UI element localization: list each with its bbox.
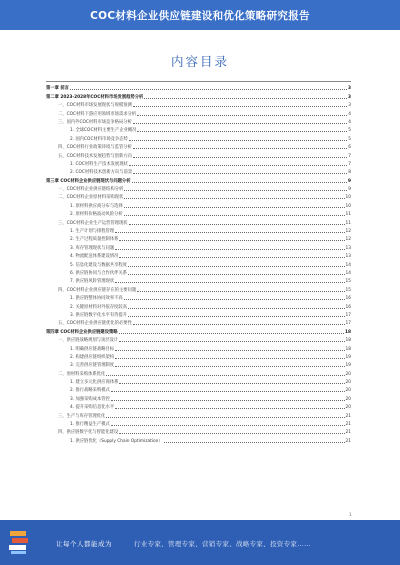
toc-entry[interactable]: [46, 117, 351, 125]
toc-leader-dots: [115, 350, 344, 351]
toc-chapter-entry[interactable]: [46, 326, 351, 334]
toc-entry-page: 9: [348, 187, 351, 193]
toc-leader-dots: [124, 299, 345, 300]
toc-entry-page: 18: [345, 338, 351, 344]
toc-entry[interactable]: [46, 385, 351, 393]
toc-entry-label: 三、生产与库存管理优化: [58, 413, 106, 419]
toc-entry-page: 20: [345, 405, 351, 411]
toc-entry-page: 19: [345, 354, 351, 360]
toc-entry-page: 14: [345, 270, 351, 276]
toc-entry[interactable]: [46, 259, 351, 267]
toc-entry-page: 16: [345, 296, 351, 302]
toc-entry-label: 2. 关键原材料对外依存度较高: [70, 304, 128, 310]
toc-entry-label: 五、COC材料企业供应链优化的必要性: [58, 321, 132, 327]
toc-entry[interactable]: [46, 318, 351, 326]
toc-entry[interactable]: [46, 284, 351, 292]
toc-entry[interactable]: [46, 142, 351, 150]
toc-entry-page: 7: [348, 161, 351, 167]
toc-entry-label: 1. 全球COC材料主要生产企业概况: [70, 128, 137, 134]
toc-entry[interactable]: [46, 184, 351, 192]
toc-entry-label: 1. 明确供应链战略目标: [70, 346, 115, 352]
toc-entry-page: 15: [345, 287, 351, 293]
toc-entry-page: 12: [345, 237, 351, 243]
toc-leader-dots: [119, 240, 344, 241]
toc-leader-dots: [133, 123, 347, 124]
toc-entry-label: 二、COC材料企业原材料采购现状: [58, 195, 124, 201]
toc-leader-dots: [119, 257, 344, 258]
toc-entry[interactable]: [46, 167, 351, 175]
toc-entry-label: 4. 物流配送体系建设情况: [70, 254, 119, 260]
toc-entry[interactable]: [46, 159, 351, 167]
toc-chapter-entry[interactable]: [46, 83, 351, 91]
toc-leader-dots: [128, 266, 345, 267]
toc-entry-page: 21: [345, 422, 351, 428]
toc-entry[interactable]: [46, 226, 351, 234]
toc-leader-dots: [115, 249, 344, 250]
footer-slogan-left: 让每个人都能成为: [56, 540, 112, 548]
toc-entry-page: 20: [345, 371, 351, 377]
toc-entry[interactable]: [46, 377, 351, 385]
toc-leader-dots: [128, 274, 345, 275]
toc-entry-page: 13: [345, 254, 351, 260]
toc-leader-dots: [137, 291, 344, 292]
toc-leader-dots: [115, 232, 344, 233]
toc-entry-label: 1. 推行精益生产模式: [70, 422, 110, 428]
toc-leader-dots: [129, 224, 345, 225]
toc-entry-page: 14: [345, 262, 351, 268]
toc-entry-page: 3: [348, 86, 351, 92]
toc-entry-label: 1. 原材料供应商分布与选择: [70, 203, 123, 209]
toc-leader-dots: [115, 282, 344, 283]
toc-entry[interactable]: [46, 427, 351, 435]
toc-entry-label: 四、供应链数字化与智能化建设: [58, 430, 119, 436]
toc-entry-label: 第四章 COC材料企业供应链建设策略: [46, 329, 118, 335]
toc-entry-page: 18: [345, 329, 351, 335]
toc-leader-dots: [129, 165, 347, 166]
toc-entry-page: 6: [348, 145, 351, 151]
toc-entry-label: 3. 完善供应链管理制度: [70, 363, 115, 369]
toc-entry-label: 2. COC材料技术创新方向与前景: [70, 170, 133, 176]
toc-entry-page: 4: [348, 119, 351, 125]
toc-leader-dots: [128, 316, 345, 317]
toc-leader-dots: [111, 425, 345, 426]
toc-entry-page: 20: [345, 380, 351, 386]
toc-entry-label: 四、COC材料企业供应链存在的主要问题: [58, 287, 137, 293]
toc-entry[interactable]: [46, 192, 351, 200]
toc-entry[interactable]: [46, 368, 351, 376]
toc-entry-page: 11: [345, 212, 351, 218]
toc-entry[interactable]: [46, 251, 351, 259]
toc-heading: 内容目录: [170, 54, 229, 69]
toc-entry-label: 一、供应链战略规划与顶层设计: [58, 338, 119, 344]
toc-top-rule: [46, 81, 351, 82]
toc-entry[interactable]: [46, 352, 351, 360]
toc-leader-dots: [124, 190, 347, 191]
toc-entry-page: 15: [345, 279, 351, 285]
toc-leader-dots: [106, 375, 344, 376]
toc-entry-page: 21: [345, 430, 351, 436]
toc-leader-dots: [164, 442, 345, 443]
toc-leader-dots: [70, 89, 347, 90]
toc-entry-page: 18: [345, 346, 351, 352]
toc-entry[interactable]: [46, 133, 351, 141]
toc-leader-dots: [128, 308, 345, 309]
toc-entry-label: 3. 供应链数字化水平有待提升: [70, 312, 128, 318]
footer-slogan-right: 行业专家、管理专家、营销专家、战略专家、投资专家……: [134, 540, 311, 548]
toc-entry-label: 1. COC材料生产技术发展现状: [70, 161, 128, 167]
toc-entry-page: 20: [345, 396, 351, 402]
toc-entry-label: 1. 生产计划与排程管理: [70, 229, 115, 235]
toc-leader-dots: [132, 182, 347, 183]
toc-entry[interactable]: [46, 419, 351, 427]
toc-entry-label: 第三章 COC材料企业供应链现状与问题分析: [46, 178, 131, 184]
toc-entry-label: 1. 供应链优化（Supply Chain Optimization）: [70, 438, 163, 444]
toc-entry-label: 第二章 2023-2028年COC材料市场发展趋势分析: [46, 94, 144, 100]
toc-entry-label: 3. 库存管理现状与问题: [70, 245, 115, 251]
toc-leader-dots: [133, 324, 345, 325]
toc-leader-dots: [115, 366, 344, 367]
toc-entry-page: 9: [348, 178, 351, 184]
toc-entry-label: 二、原材料采购体系优化: [58, 371, 106, 377]
toc-entry-label: 1. 供应链整体协同效率不高: [70, 296, 123, 302]
toc-leader-dots: [124, 198, 344, 199]
toc-entry[interactable]: [46, 360, 351, 368]
toc-entry-label: 6. 供应链协同与合作伙伴关系: [70, 270, 128, 276]
toc-entry[interactable]: [46, 242, 351, 250]
toc-entry-label: 一、COC材料企业供应链结构分析: [58, 187, 124, 193]
header-bar: [0, 0, 400, 30]
toc-entry[interactable]: [46, 276, 351, 284]
toc-entry-label: 四、COC材料行业政策环境与监管分析: [58, 145, 132, 151]
toc-entry-page: 7: [348, 153, 351, 159]
toc-entry-label: 五、COC材料技术发展趋势与创新方向: [58, 153, 132, 159]
toc-entry-page: 17: [345, 321, 351, 327]
toc-entry-page: 19: [345, 363, 351, 369]
toc-leader-dots: [119, 433, 344, 434]
page-number: 1: [349, 512, 352, 517]
toc-leader-dots: [124, 215, 345, 216]
toc-chapter-entry[interactable]: [46, 91, 351, 99]
toc-leader-dots: [133, 157, 347, 158]
toc-entry[interactable]: [46, 234, 351, 242]
toc-entry[interactable]: [46, 301, 351, 309]
toc-leader-dots: [133, 106, 347, 107]
toc-leader-dots: [144, 98, 347, 99]
toc-entry-label: 三、COC材料企业生产运营管理现状: [58, 220, 128, 226]
toc-leader-dots: [137, 131, 347, 132]
toc-entry-label: 2. 构建供应链组织架构: [70, 354, 115, 360]
toc-entry-label: 1. 建立多元化供应商体系: [70, 380, 119, 386]
toc-leader-dots: [111, 400, 345, 401]
toc-leader-dots: [115, 408, 344, 409]
toc-entry-page: 8: [348, 170, 351, 176]
toc-entry[interactable]: [46, 310, 351, 318]
toc-entry[interactable]: [46, 100, 351, 108]
toc-leader-dots: [115, 358, 344, 359]
toc-entry-page: 13: [345, 245, 351, 251]
toc-entry[interactable]: [46, 393, 351, 401]
toc-leader-dots: [111, 391, 345, 392]
toc-entry[interactable]: [46, 209, 351, 217]
toc-leader-dots: [137, 115, 347, 116]
toc-leader-dots: [133, 173, 347, 174]
table-of-contents: [46, 83, 351, 444]
toc-entry-label: 7. 供应链风险管理现状: [70, 279, 115, 285]
toc-entry-page: 21: [345, 413, 351, 419]
toc-leader-dots: [124, 207, 345, 208]
toc-leader-dots: [133, 148, 347, 149]
toc-entry-label: 5. 信息化建设与数据共享程度: [70, 262, 128, 268]
toc-chapter-entry[interactable]: [46, 175, 351, 183]
toc-entry-page: 5: [348, 128, 351, 134]
toc-entry-page: 3: [348, 94, 351, 100]
stacked-books-icon: [8, 528, 30, 556]
toc-entry[interactable]: [46, 200, 351, 208]
toc-entry-page: 10: [345, 203, 351, 209]
toc-entry[interactable]: [46, 335, 351, 343]
toc-entry-page: 11: [345, 220, 351, 226]
toc-leader-dots: [129, 140, 347, 141]
toc-leader-dots: [119, 341, 344, 342]
toc-entry[interactable]: [46, 402, 351, 410]
toc-entry-label: 2. 生产过程质量控制体系: [70, 237, 119, 243]
toc-entry-label: 2. 原材料价格波动风险分析: [70, 212, 123, 218]
toc-entry-page: 20: [345, 388, 351, 394]
toc-entry[interactable]: [46, 108, 351, 116]
toc-leader-dots: [119, 383, 344, 384]
toc-entry-page: 17: [345, 312, 351, 318]
toc-entry-page: 4: [348, 111, 351, 117]
toc-entry[interactable]: [46, 293, 351, 301]
toc-leader-dots: [106, 417, 344, 418]
toc-entry[interactable]: [46, 435, 351, 443]
toc-entry-page: 21: [345, 438, 351, 444]
toc-entry-label: 3. 加强采购成本管控: [70, 396, 110, 402]
toc-entry[interactable]: [46, 410, 351, 418]
toc-entry-page: 16: [345, 304, 351, 310]
toc-entry[interactable]: [46, 343, 351, 351]
toc-entry-label: 2. 推行战略采购模式: [70, 388, 110, 394]
toc-entry[interactable]: [46, 217, 351, 225]
toc-entry-page: 3: [348, 103, 351, 109]
toc-entry-page: 5: [348, 136, 351, 142]
toc-entry-page: 12: [345, 229, 351, 235]
toc-entry-label: 2. 国内COC材料市场竞争态势: [70, 136, 128, 142]
report-title: COC材料企业供应链建设和优化策略研究报告: [90, 9, 310, 22]
toc-entry-label: 一、COC材料市场发展现状与规模预测: [58, 103, 132, 109]
toc-entry[interactable]: [46, 150, 351, 158]
toc-entry-label: 4. 提升采购信息化水平: [70, 405, 115, 411]
toc-entry-label: 三、国内外COC材料市场竞争格局分析: [58, 119, 132, 125]
toc-entry-label: 第一章 前言: [46, 86, 69, 92]
toc-entry[interactable]: [46, 268, 351, 276]
toc-entry-page: 10: [345, 195, 351, 201]
toc-entry[interactable]: [46, 125, 351, 133]
toc-leader-dots: [119, 333, 344, 334]
toc-entry-label: 二、COC材料下游应用领域市场需求分析: [58, 111, 137, 117]
